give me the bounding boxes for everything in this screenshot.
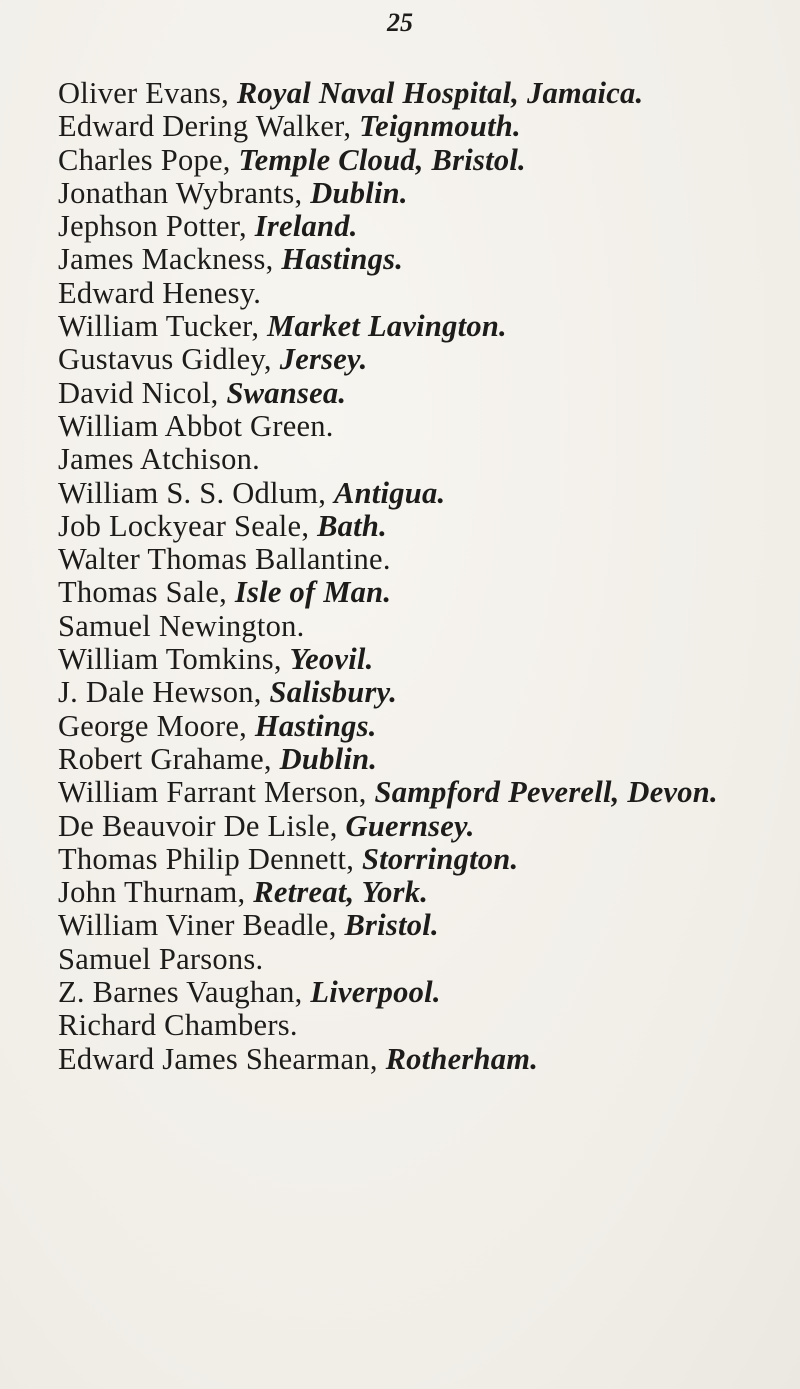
entry-name: William Tucker, <box>58 309 268 344</box>
entry-place: Sampford Peverell, Devon. <box>374 775 718 810</box>
entry-name: William Tomkins, <box>58 642 290 677</box>
entry-name: Oliver Evans, <box>58 76 237 110</box>
entry-place: Bristol. <box>344 908 439 943</box>
page-number: 25 <box>387 8 413 37</box>
list-item <box>58 277 794 310</box>
entry-name: Jonathan Wybrants, <box>58 175 311 210</box>
entry-name: David Nicol, <box>58 375 227 410</box>
list-item <box>58 876 794 909</box>
entry-name: Jephson Potter, <box>58 209 255 244</box>
entry-place: Retreat, York. <box>253 875 429 910</box>
entry-name: George Moore, <box>58 708 255 743</box>
list-item <box>58 610 794 643</box>
list-item <box>58 243 794 276</box>
entry-name: Z. Barnes Vaughan, <box>58 975 311 1010</box>
entry-name: J. Dale Hewson, <box>58 675 270 710</box>
entry-name: Samuel Newington. <box>58 608 305 643</box>
list-item <box>58 810 794 843</box>
entry-name: Richard Chambers. <box>58 1008 298 1043</box>
list-item <box>58 410 794 443</box>
name-list <box>58 77 794 1076</box>
entry-place: Ireland. <box>254 209 358 244</box>
list-item <box>58 843 794 876</box>
entry-name: William Farrant Merson, <box>58 775 375 810</box>
entry-place: Teignmouth. <box>359 109 521 144</box>
list-item <box>58 210 794 243</box>
entry-place: Liverpool. <box>310 975 441 1010</box>
entry-place: Royal Naval Hospital, Jamaica. <box>236 76 644 110</box>
entry-place: Salisbury. <box>269 675 398 710</box>
entry-name: William Viner Beadle, <box>58 908 345 943</box>
list-item <box>58 643 794 676</box>
list-item <box>58 743 794 776</box>
entry-place: Jersey. <box>279 342 368 377</box>
entry-name: Charles Pope, <box>58 142 239 177</box>
list-item <box>58 177 794 210</box>
list-item <box>58 377 794 410</box>
entry-place: Dublin. <box>310 175 408 210</box>
entry-place: Storrington. <box>361 841 519 876</box>
entry-name: Job Lockyear Seale, <box>58 508 318 543</box>
entry-place: Temple Cloud, Bristol. <box>238 142 526 177</box>
entry-name: William Abbot Green. <box>58 408 334 443</box>
entry-place: Antigua. <box>334 475 446 510</box>
list-item <box>58 443 794 476</box>
list-item <box>58 943 794 976</box>
entry-place: Guernsey. <box>345 808 475 843</box>
entry-place: Swansea. <box>226 375 347 410</box>
list-item <box>58 1009 794 1042</box>
entry-name: Edward Henesy. <box>58 275 262 310</box>
entry-name: James Mackness, <box>58 242 282 277</box>
list-item <box>58 144 794 177</box>
entry-name: Thomas Sale, <box>58 575 235 610</box>
entry-place: Isle of Man. <box>234 575 392 610</box>
entry-name: Walter Thomas Ballantine. <box>58 542 391 577</box>
entry-place: Hastings. <box>254 708 377 743</box>
list-item <box>58 710 794 743</box>
list-item <box>58 776 794 809</box>
list-item <box>58 576 794 609</box>
entry-place: Dublin. <box>279 741 378 776</box>
entry-name: William S. S. Odlum, <box>58 475 334 510</box>
list-item <box>58 310 794 343</box>
entry-name: James Atchison. <box>58 442 260 477</box>
list-item <box>58 343 794 376</box>
entry-place: Hastings. <box>281 242 404 277</box>
list-item <box>58 477 794 510</box>
entry-name: Edward Dering Walker, <box>58 109 360 144</box>
list-item <box>58 1043 794 1076</box>
list-item <box>58 676 794 709</box>
entry-name: Edward James Shearman, <box>58 1041 386 1076</box>
entry-name: Samuel Parsons. <box>58 941 264 976</box>
entry-place: Yeovil. <box>289 642 374 677</box>
entry-name: De Beauvoir De Lisle, <box>58 808 346 843</box>
entry-name: Gustavus Gidley, <box>58 342 280 377</box>
entry-name: John Thurnam, <box>58 875 254 910</box>
list-item <box>58 77 794 110</box>
entry-place: Rotherham. <box>385 1041 539 1076</box>
entry-name: Robert Grahame, <box>58 741 280 776</box>
entry-name: Thomas Philip Dennett, <box>58 841 362 876</box>
list-item <box>58 543 794 576</box>
list-item <box>58 110 794 143</box>
entry-place: Bath. <box>317 508 387 543</box>
entry-place: Market Lavington. <box>267 309 507 344</box>
list-item <box>58 909 794 942</box>
list-item <box>58 976 794 1009</box>
list-item <box>58 510 794 543</box>
